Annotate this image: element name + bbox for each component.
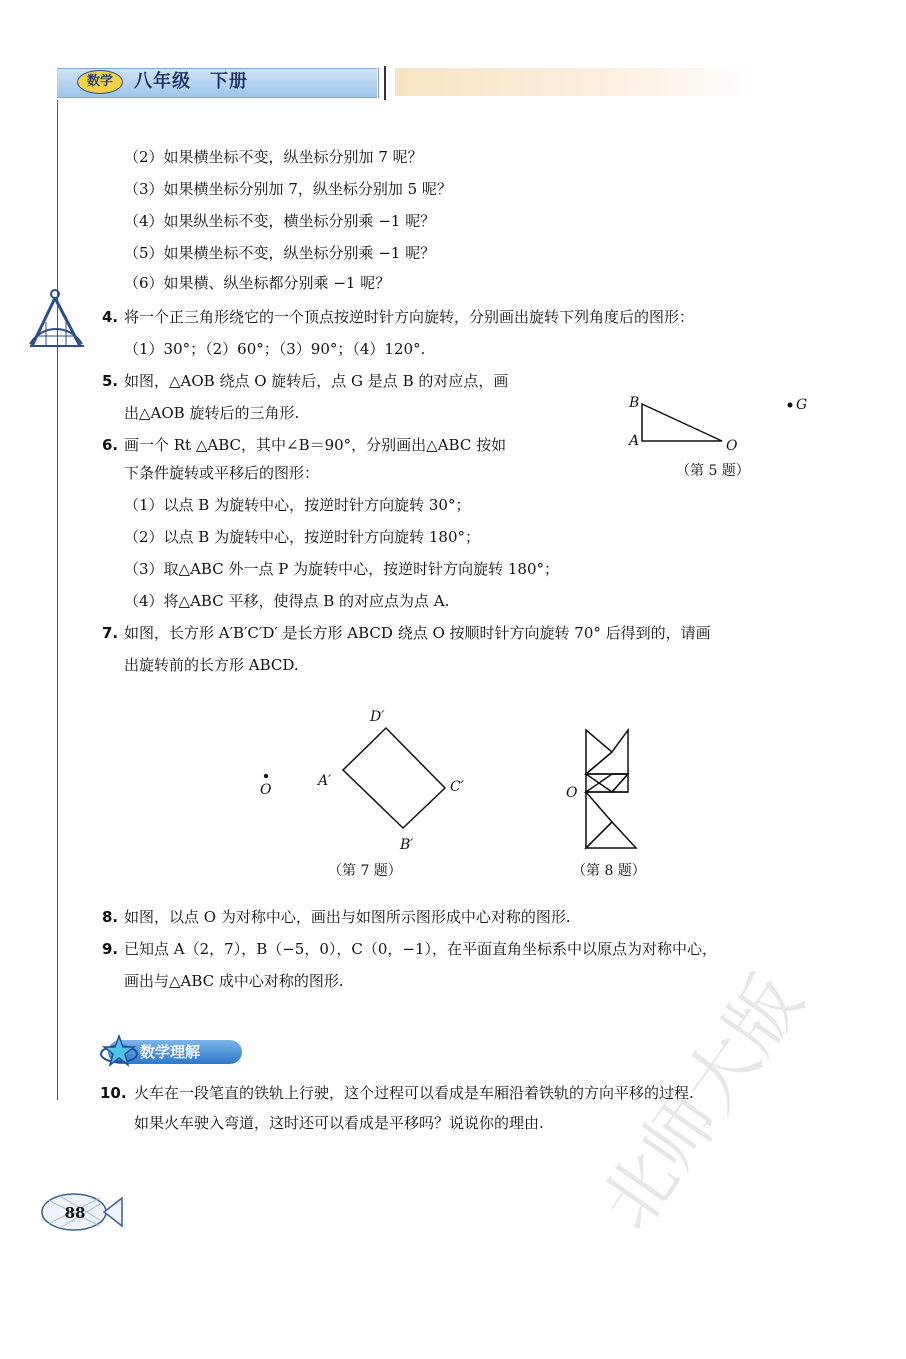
section-title: 数学理解 [140, 1043, 201, 1061]
problem-4-angles: （1）30°；（2）60°；（3）90°；（4）120°. [124, 340, 426, 358]
watermark-text: 北师大版 [584, 960, 819, 1245]
figure-5-triangle [620, 388, 820, 458]
problem-10-number: 10. [100, 1084, 127, 1102]
fig5-label-o: O [726, 438, 738, 454]
problem-9-number: 9. [102, 940, 119, 958]
compass-icon [24, 288, 90, 352]
fig7-label-o: O [260, 782, 272, 798]
problem-5-line2: 出△AOB 旋转后的三角形. [124, 404, 300, 422]
fig5-label-b: B [629, 395, 640, 411]
sub-question-3: （3）如果横坐标分别加 7，纵坐标分别加 5 呢？ [124, 180, 452, 198]
figure-5-caption: （第 5 题） [676, 463, 750, 479]
problem-8-number: 8. [102, 908, 119, 926]
problem-6-number: 6. [102, 436, 119, 454]
problem-6-sub-2: （2）以点 B 为旋转中心，按逆时针方向旋转 180°； [124, 528, 481, 546]
fig8-label-o: O [566, 785, 578, 801]
sub-question-6: （6）如果横、纵坐标都分别乘 −1 呢？ [124, 274, 391, 292]
problem-7-line1: 如图，长方形 A′B′C′D′ 是长方形 ABCD 绕点 O 按顺时针方向旋转 70° 后得到的，请画 [124, 624, 711, 642]
fig7-label-d: D′ [370, 709, 385, 725]
header-gradient [395, 68, 755, 96]
problem-6-line1: 画一个 Rt △ABC，其中∠B＝90°，分别画出△ABC 按如 [124, 436, 507, 454]
header-divider-thin [378, 68, 379, 98]
subject-logo: 数学 [77, 70, 123, 94]
sub-question-5: （5）如果横坐标不变，纵坐标分别乘 −1 呢？ [124, 244, 436, 262]
problem-6-sub-4: （4）将△ABC 平移，使得点 B 的对应点为点 A. [124, 592, 450, 610]
problem-7-line2: 出旋转前的长方形 ABCD. [124, 656, 299, 674]
problem-4-text: 将一个正三角形绕它的一个顶点按逆时针方向旋转，分别画出旋转下列角度后的图形： [124, 308, 695, 326]
problem-7-number: 7. [102, 624, 119, 642]
fig5-label-g: G [796, 397, 808, 413]
problem-6-sub-3: （3）取△ABC 外一点 P 为旋转中心，按逆时针方向旋转 180°； [124, 560, 559, 578]
problem-5-number: 5. [102, 372, 119, 390]
margin-line [57, 100, 58, 1100]
sub-question-4: （4）如果纵坐标不变，横坐标分别乘 −1 呢？ [124, 212, 436, 230]
problem-6-line2: 下条件旋转或平移后的图形： [124, 464, 320, 482]
problem-4-number: 4. [102, 308, 119, 326]
sub-question-2: （2）如果横坐标不变，纵坐标分别加 7 呢？ [124, 148, 423, 166]
problem-5-line1: 如图，△AOB 绕点 O 旋转后，点 G 是点 B 的对应点，画 [124, 372, 509, 390]
header-divider [384, 66, 386, 100]
fig5-label-a: A [629, 433, 640, 449]
problem-10-line2: 如果火车驶入弯道，这时还可以看成是平移吗？说说你的理由. [134, 1114, 544, 1132]
star-icon [97, 1030, 141, 1074]
figure-8-caption: （第 8 题） [572, 863, 646, 879]
header-title: 八年级 下册 [134, 71, 248, 92]
problem-9-line2: 画出与△ABC 成中心对称的图形. [124, 972, 344, 990]
page-number: 88 [64, 1204, 86, 1222]
fig7-label-a: A′ [318, 773, 332, 789]
figure-8-tangram [560, 722, 690, 854]
problem-9-line1: 已知点 A（2，7），B（−5，0），C（0，−1），在平面直角坐标系中以原点为对称中心， [124, 940, 718, 958]
problem-8-text: 如图，以点 O 为对称中心，画出与如图所示图形成中心对称的图形. [124, 908, 571, 926]
fig7-label-c: C′ [450, 779, 464, 795]
fig7-label-b: B′ [400, 837, 414, 853]
problem-6-sub-1: （1）以点 B 为旋转中心，按逆时针方向旋转 30°； [124, 496, 471, 514]
problem-10-line1: 火车在一段笔直的铁轨上行驶，这个过程可以看成是车厢沿着铁轨的方向平移的过程. [134, 1084, 694, 1102]
figure-7-caption: （第 7 题） [328, 863, 402, 879]
